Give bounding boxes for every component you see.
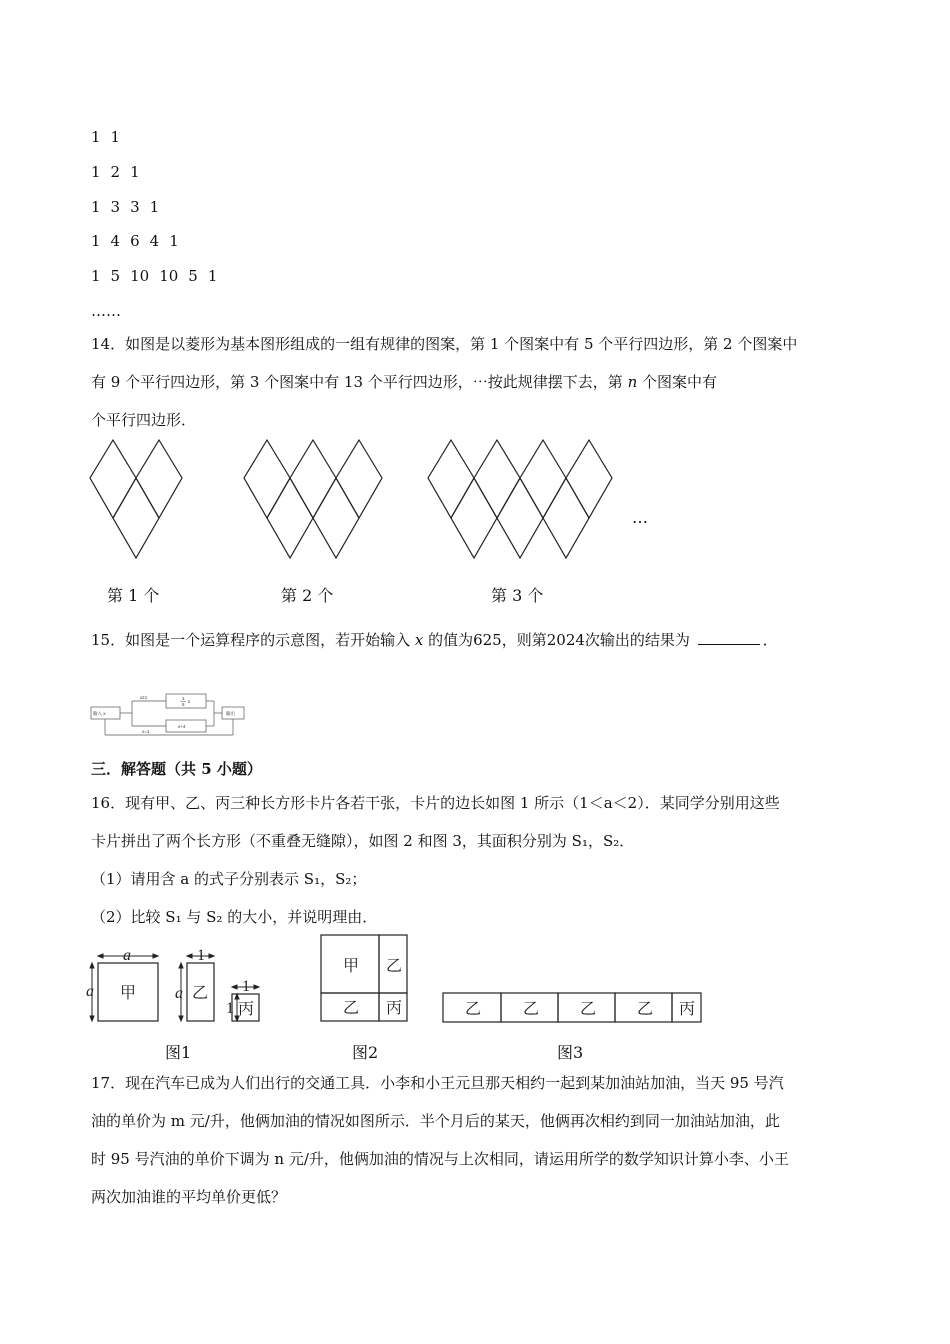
q14-line3: 个平行四边形．	[91, 411, 197, 429]
q16-line1: 16．现有甲、乙、丙三种长方形卡片各若干张，卡片的边长如图 1 所示（1＜a＜2）．某同学分别用这些	[91, 794, 780, 812]
fig1-bing-width: 1	[242, 978, 250, 995]
question-17	[91, 1064, 861, 1216]
fig3-bing: 丙	[679, 1001, 696, 1018]
flow-back-condition: x=1	[142, 729, 150, 734]
fig1-a-height: a	[86, 983, 94, 1000]
q16-part2: （2）比较 S₁ 与 S₂ 的大小，并说明理由．	[91, 908, 378, 926]
q17-line3: 时 95 号汽油的单价下调为 n 元/升，他俩加油的情况与上次相同，请运用所学的数学知识计算小李、小王	[91, 1150, 789, 1168]
pattern-caption-2: 第 2 个	[281, 586, 334, 605]
question-15: 15．如图是一个运算程序的示意图，若开始输入 x 的值为625，则第2024次输出的结果为 ．	[91, 631, 778, 649]
flow-frac-num: 1	[182, 696, 185, 701]
triangle-ellipsis: ……	[91, 302, 121, 320]
q14-line2: 有 9 个平行四边形，第 3 个图案中有 13 个平行四边形，⋯按此规律摆下去，第 n 个图案中有	[91, 373, 718, 391]
section-3-heading: 三．解答题（共 5 小题）	[91, 760, 262, 778]
q17-line4: 两次加油谁的平均单价更低？	[91, 1188, 287, 1206]
fig1-caption: 图1	[165, 1043, 192, 1062]
fig2-bing: 丙	[386, 1000, 403, 1017]
flow-output-label: 输出	[226, 711, 235, 716]
rhombus-pattern-3	[428, 438, 612, 560]
fig3-yi-1: 乙	[465, 1001, 482, 1018]
operation-flowchart	[90, 690, 246, 736]
triangle-row-1: 1 1	[91, 128, 121, 146]
fig3-yi-3: 乙	[580, 1001, 597, 1018]
q16-line2: 卡片拼出了两个长方形（不重叠无缝隙），如图 2 和图 3，其面积分别为 S₁，S₂．	[91, 832, 635, 850]
fig2-yi-bottom: 乙	[343, 1000, 360, 1017]
fig2-caption: 图2	[352, 1043, 379, 1062]
flow-bottom-op: x+4	[178, 724, 186, 729]
card-figure-3	[442, 992, 704, 1024]
fig1-bing: 丙	[238, 1001, 255, 1018]
fig2-jia: 甲	[343, 958, 360, 975]
question-16	[91, 784, 861, 936]
fig1-yi-width: 1	[197, 947, 205, 964]
fig3-yi-2: 乙	[523, 1001, 540, 1018]
q17-line1: 17．现在汽车已成为人们出行的交通工具．小李和小王元旦那天相约一起到某加油站加油，当天 95 号汽	[91, 1074, 784, 1092]
pattern-dots: …	[632, 508, 648, 527]
pattern-caption-3: 第 3 个	[491, 586, 544, 605]
fig1-bing-height: 1	[226, 1000, 234, 1017]
flow-top-condition: x≠1	[140, 695, 148, 700]
card-figure-1	[86, 946, 274, 1026]
triangle-row-5: 1 5 10 10 5 1	[91, 267, 218, 285]
rhombus-pattern-2	[244, 438, 382, 560]
q17-line2: 油的单价为 m 元/升，他俩加油的情况如图所示．半个月后的某天，他俩再次相约到同一加油站加油，此	[91, 1112, 780, 1130]
fig3-yi-4: 乙	[637, 1001, 654, 1018]
fig3-caption: 图3	[557, 1043, 584, 1062]
card-figure-2	[320, 934, 410, 1024]
triangle-row-2: 1 2 1	[91, 163, 140, 181]
rhombus-pattern-1	[90, 438, 182, 560]
flow-input-label: 输入 x	[93, 711, 106, 716]
flow-frac-var: x	[188, 699, 191, 704]
fig1-yi: 乙	[192, 985, 209, 1002]
fig1-a-width: a	[123, 947, 131, 964]
question-14	[91, 325, 861, 439]
answer-blank[interactable]	[698, 630, 760, 645]
q14-line1: 14．如图是以菱形为基本图形组成的一组有规律的图案，第 1 个图案中有 5 个平行四边形，第 2 个图案中	[91, 335, 798, 353]
q16-part1: （1）请用含 a 的式子分别表示 S₁，S₂；	[91, 870, 367, 888]
pattern-caption-1: 第 1 个	[107, 586, 160, 605]
fig1-yi-height: a	[175, 985, 183, 1002]
fig1-jia: 甲	[120, 985, 137, 1002]
flow-frac-den: 5	[182, 702, 185, 707]
triangle-row-4: 1 4 6 4 1	[91, 232, 179, 250]
fig2-yi-right: 乙	[386, 958, 403, 975]
triangle-row-3: 1 3 3 1	[91, 198, 160, 216]
